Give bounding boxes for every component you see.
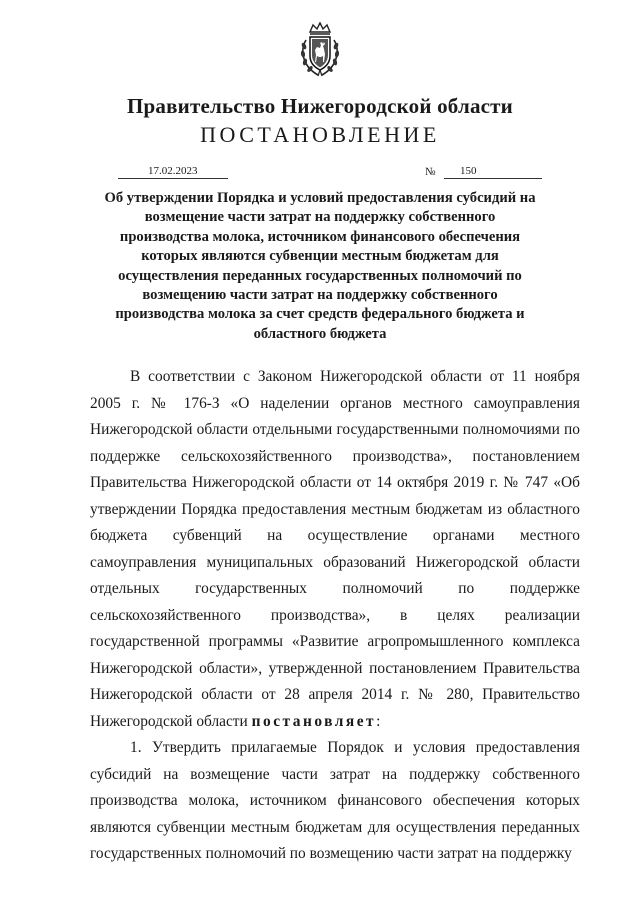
document-number: 150 (444, 164, 542, 179)
body-paragraph (90, 364, 580, 735)
document-date: 17.02.2023 (118, 164, 228, 179)
document-type: ПОСТАНОВЛЕНИЕ (200, 122, 440, 147)
coat-of-arms-icon (298, 22, 342, 78)
number-sign: № (425, 166, 436, 178)
body-paragraph: 1. Утвердить прилагаемые Порядок и условия предоставления субсидий на возмещение части затрат на поддержку собственного производства молока, источником финансового обеспечения которых являются субвенции местным бюджетам для осуществления переданных государственных полномочий по возмещению части затрат на поддержку (90, 739, 580, 862)
paragraph-end: : (376, 712, 381, 730)
decree-keyword: постановляет (251, 712, 377, 730)
organization-title: Правительство Нижегородской области (127, 94, 513, 118)
document-body (90, 364, 580, 868)
paragraph-text: В соответствии с Законом Нижегородской области от 11 ноября 2005 г. № 176-З «О наделении органов местного самоуправления Нижегородской области отдельными государственными полномочиями по поддержке сельскохозяйственного производства», постановлением Правительства Нижегородской области от 14 октября 2019 г. № 747 «Об утверждении Порядка предоставления местным бюджетам из областного бюджета субвенций на осуществление органами местного самоуправления муниципальных образований Нижегородской области отдельных государственных полномочий по поддержке сельскохозяйственного производства», в целях реализации государственной программы «Развитие агропромышленного комплекса Нижегородской области», утвержденной постановлением Правительства Нижегородской области от 28 апреля 2014 г. № 280, Правительство Нижегородской области (90, 368, 580, 730)
document-subject: Об утверждении Порядка и условий предоставления субсидий на возмещение части затрат на поддержку собственного производства молока, источником финансового обеспечения которых являются субвенции местным бюджетам для осуществления переданных государственных полномочий по возмещению части затрат на поддержку собственного производства молока за счет средств федерального бюджета и областного бюджета (104, 190, 536, 342)
